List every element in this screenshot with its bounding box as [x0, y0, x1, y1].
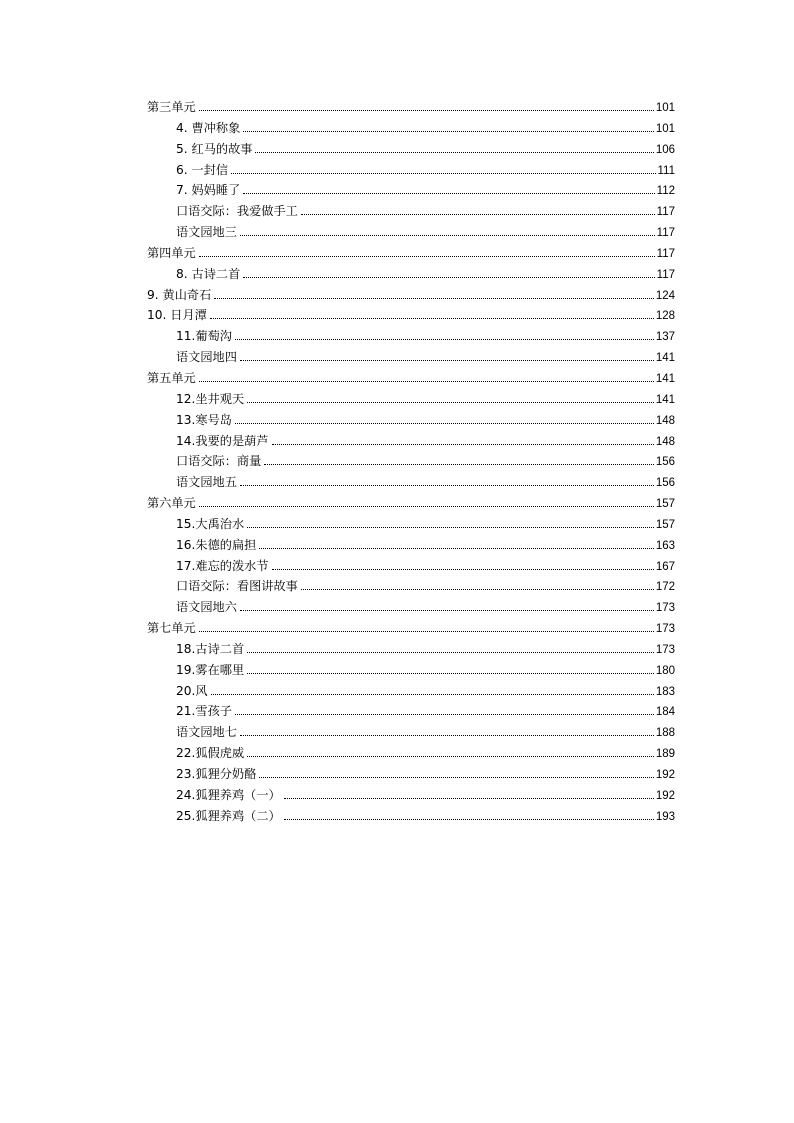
toc-entry[interactable]: [147, 431, 675, 452]
toc-dot-leader: [240, 610, 654, 611]
toc-entry[interactable]: [147, 722, 675, 743]
toc-dot-leader: [243, 277, 654, 278]
toc-entry[interactable]: [147, 243, 675, 264]
toc-entry[interactable]: [147, 764, 675, 785]
toc-entry-title: 21.雪孩子: [176, 704, 232, 719]
toc-entry[interactable]: [147, 118, 675, 139]
toc-dot-leader: [199, 381, 654, 382]
toc-entry-page-number: 167: [655, 560, 675, 573]
toc-entry-title: 第三单元: [147, 100, 196, 114]
toc-entry-page-number: 184: [655, 706, 675, 719]
toc-entry[interactable]: [147, 576, 675, 597]
toc-entry[interactable]: [147, 785, 675, 806]
toc-entry-page-number: 189: [655, 748, 675, 761]
toc-entry-title: 语文园地三: [176, 225, 237, 240]
toc-dot-leader: [272, 444, 654, 445]
toc-entry-page-number: 124: [655, 289, 675, 302]
toc-entry-page-number: 156: [655, 477, 675, 490]
toc-dot-leader: [199, 631, 654, 632]
toc-entry-page-number: 117: [656, 268, 675, 281]
toc-entry-title: 24.狐狸养鸡（一）: [176, 787, 281, 802]
toc-entry-page-number: 173: [655, 643, 675, 656]
toc-entry-title: 22.狐假虎威: [176, 746, 245, 761]
toc-entry-title: 12.坐井观天: [176, 391, 245, 406]
toc-entry[interactable]: [147, 139, 675, 160]
toc-entry[interactable]: [147, 410, 675, 431]
toc-entry-title: 11.葡萄沟: [176, 329, 232, 344]
toc-entry-title: 第六单元: [147, 496, 196, 511]
toc-dot-leader: [255, 152, 653, 153]
toc-entry-page-number: 106: [655, 143, 675, 156]
toc-dot-leader: [284, 798, 654, 799]
toc-entry-title: 第五单元: [147, 370, 196, 385]
toc-entry-page-number: 157: [655, 518, 675, 531]
toc-entry-page-number: 192: [655, 769, 675, 781]
toc-dot-leader: [247, 402, 654, 403]
toc-entry[interactable]: [147, 493, 675, 514]
toc-entry[interactable]: [147, 264, 675, 285]
toc-entry-page-number: 192: [655, 789, 675, 802]
toc-entry[interactable]: [147, 597, 675, 618]
toc-entry-title: 6. 一封信: [176, 162, 229, 177]
toc-entry[interactable]: [147, 639, 675, 660]
toc-entry-page-number: 117: [656, 247, 675, 260]
toc-dot-leader: [301, 214, 655, 215]
toc-entry[interactable]: [147, 535, 675, 556]
toc-entry-title: 第四单元: [147, 245, 196, 260]
toc-entry[interactable]: [147, 97, 675, 118]
toc-entry[interactable]: [147, 701, 675, 722]
toc-entry-title: 5. 红马的故事: [176, 141, 253, 156]
toc-entry-title: 4. 曹冲称象: [176, 120, 241, 135]
toc-entry-title: 口语交际：我爱做手工: [176, 204, 298, 219]
toc-dot-leader: [243, 131, 654, 132]
toc-entry-title: 口语交际：商量: [176, 454, 262, 469]
toc-entry-title: 8. 古诗二首: [176, 266, 241, 281]
toc-entry-title: 口语交际：看图讲故事: [176, 579, 298, 594]
toc-dot-leader: [284, 819, 654, 820]
toc-dot-leader: [240, 485, 654, 486]
toc-entry[interactable]: [147, 160, 675, 181]
table-of-contents: [147, 97, 675, 827]
toc-dot-leader: [235, 339, 654, 340]
toc-entry[interactable]: [147, 451, 675, 472]
toc-dot-leader: [199, 110, 654, 111]
toc-entry[interactable]: [147, 681, 675, 702]
toc-entry-page-number: 173: [655, 623, 675, 636]
toc-entry[interactable]: [147, 285, 675, 306]
toc-entry[interactable]: [147, 514, 675, 535]
toc-dot-leader: [301, 589, 654, 590]
toc-entry-page-number: 172: [655, 581, 675, 594]
toc-entry[interactable]: [147, 347, 675, 368]
toc-entry-title: 25.狐狸养鸡（二）: [176, 808, 281, 823]
toc-entry[interactable]: [147, 472, 675, 493]
toc-entry-title: 15.大禹治水: [176, 516, 245, 531]
toc-entry[interactable]: [147, 222, 675, 243]
toc-dot-leader: [235, 714, 654, 715]
toc-entry-title: 10. 日月潭: [147, 308, 207, 323]
toc-entry-page-number: 112: [656, 185, 675, 198]
toc-entry-title: 17.难忘的泼水节: [176, 558, 269, 573]
toc-entry-title: 23.狐狸分奶酪: [176, 767, 257, 781]
toc-entry-title: 14.我要的是葫芦: [176, 433, 269, 448]
toc-entry-page-number: 163: [655, 539, 675, 552]
toc-entry-page-number: 141: [655, 352, 675, 365]
toc-entry-page-number: 148: [655, 435, 675, 448]
toc-entry[interactable]: [147, 389, 675, 410]
toc-entry-title: 7. 妈妈睡了: [176, 183, 241, 198]
toc-entry-page-number: 101: [655, 122, 675, 135]
toc-entry-title: 语文园地七: [176, 725, 237, 740]
toc-entry-page-number: 117: [656, 227, 675, 240]
toc-entry-page-number: 128: [655, 310, 675, 323]
toc-entry[interactable]: [147, 806, 675, 827]
toc-entry[interactable]: [147, 556, 675, 577]
toc-dot-leader: [210, 318, 654, 319]
toc-entry-page-number: 156: [655, 456, 675, 469]
toc-entry-title: 13.寒号岛: [176, 412, 232, 427]
toc-entry-page-number: 141: [655, 372, 675, 385]
toc-dot-leader: [240, 360, 654, 361]
toc-dot-leader: [214, 298, 654, 299]
toc-entry[interactable]: [147, 180, 675, 201]
toc-entry[interactable]: [147, 618, 675, 639]
toc-dot-leader: [264, 464, 654, 465]
toc-entry-page-number: 180: [655, 664, 675, 677]
toc-entry-page-number: 137: [655, 331, 675, 344]
toc-dot-leader: [240, 735, 654, 736]
toc-dot-leader: [240, 235, 655, 236]
toc-entry-page-number: 173: [655, 602, 675, 615]
toc-entry-page-number: 117: [656, 206, 675, 219]
toc-entry-page-number: 111: [657, 164, 675, 177]
toc-entry-title: 9. 黄山奇石: [147, 287, 212, 302]
toc-dot-leader: [247, 652, 654, 653]
toc-entry-page-number: 141: [655, 393, 675, 406]
toc-dot-leader: [243, 193, 654, 194]
toc-dot-leader: [247, 673, 654, 674]
toc-entry-page-number: 188: [655, 727, 675, 740]
toc-entry-title: 19.雾在哪里: [176, 662, 245, 677]
toc-entry-title: 语文园地四: [176, 350, 237, 365]
toc-dot-leader: [247, 756, 654, 757]
toc-entry-title: 语文园地五: [176, 475, 237, 490]
toc-entry-page-number: 193: [655, 810, 675, 823]
toc-dot-leader: [199, 506, 654, 507]
toc-dot-leader: [247, 527, 654, 528]
toc-entry-page-number: 148: [655, 414, 675, 427]
toc-entry[interactable]: [147, 326, 675, 347]
toc-dot-leader: [259, 548, 653, 549]
toc-entry[interactable]: [147, 201, 675, 222]
toc-dot-leader: [211, 694, 654, 695]
toc-dot-leader: [231, 173, 655, 174]
toc-entry-title: 18.古诗二首: [176, 641, 245, 656]
toc-entry[interactable]: [147, 368, 675, 389]
toc-dot-leader: [272, 569, 654, 570]
toc-entry-title: 16.朱德的扁担: [176, 537, 257, 552]
toc-dot-leader: [199, 256, 655, 257]
toc-entry-title: 第七单元: [147, 621, 196, 636]
toc-entry[interactable]: [147, 305, 675, 326]
toc-entry-page-number: 157: [655, 498, 675, 511]
toc-entry-title: 20.风: [176, 683, 208, 698]
toc-entry-page-number: 101: [655, 102, 675, 114]
toc-dot-leader: [235, 423, 654, 424]
toc-entry[interactable]: [147, 743, 675, 764]
toc-entry[interactable]: [147, 660, 675, 681]
toc-entry-title: 语文园地六: [176, 600, 237, 615]
toc-entry-page-number: 183: [655, 685, 675, 698]
toc-dot-leader: [259, 777, 653, 778]
